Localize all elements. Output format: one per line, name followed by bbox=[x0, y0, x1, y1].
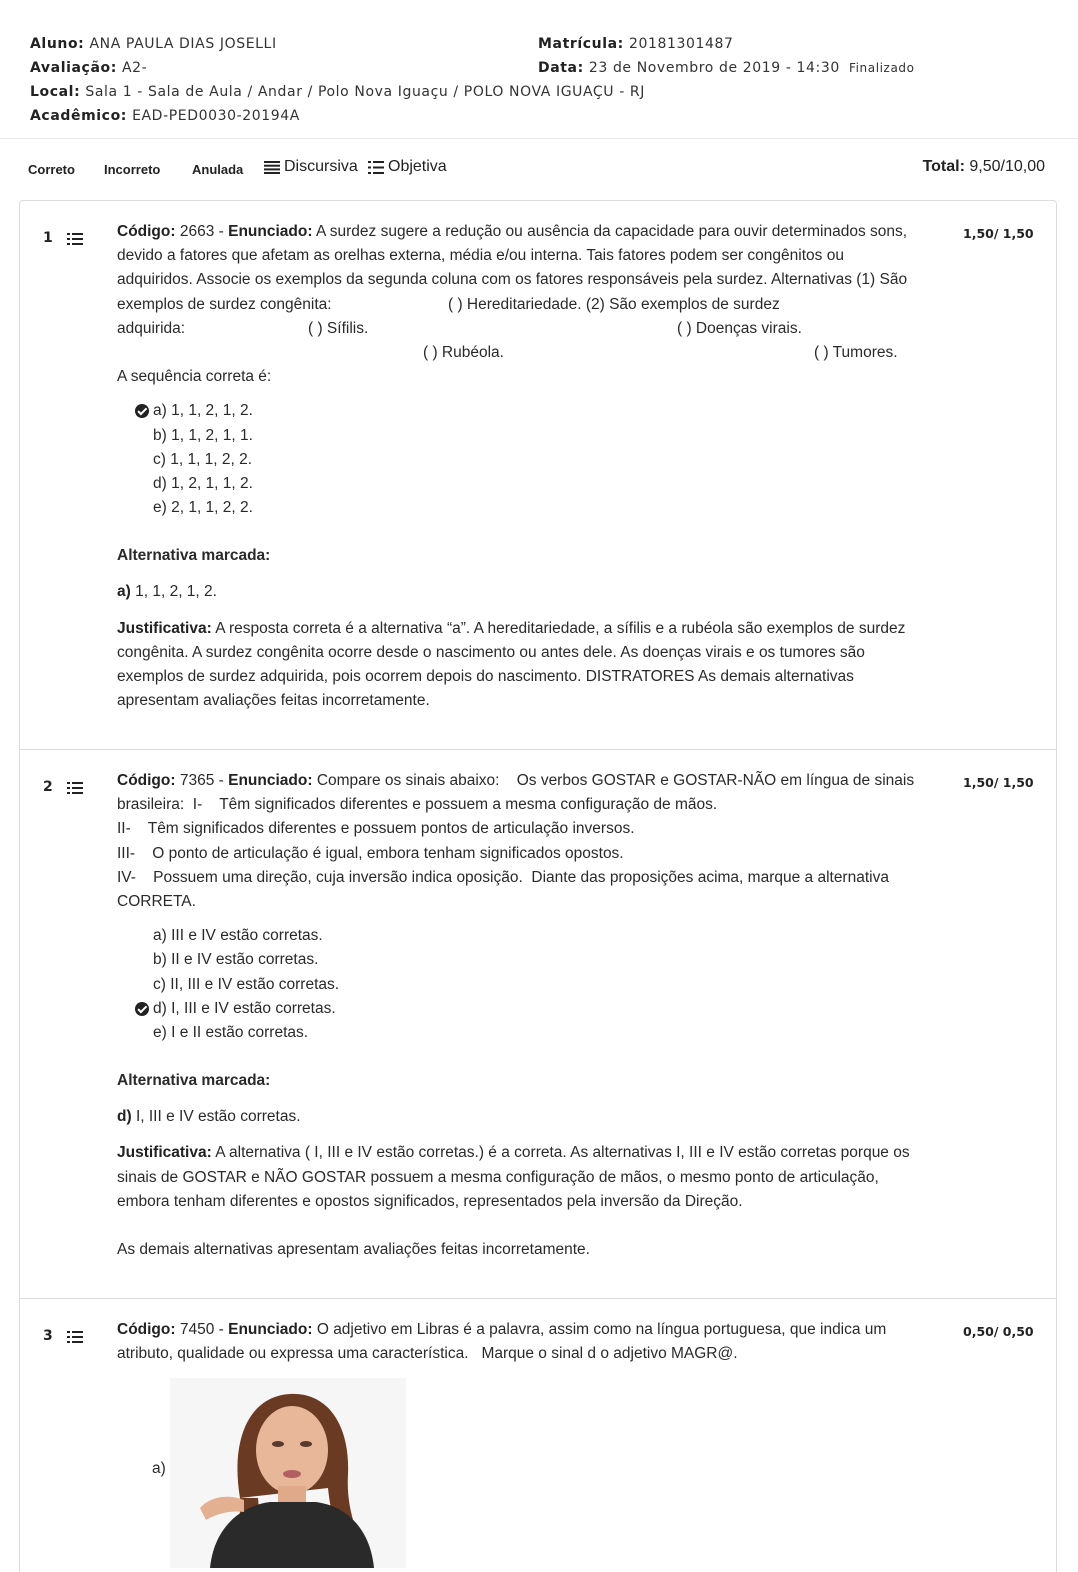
alternative-text: c) 1, 1, 1, 2, 2. bbox=[153, 450, 253, 468]
alternative-text: b) 1, 1, 2, 1, 1. bbox=[153, 426, 253, 444]
marked-label: Alternativa marcada: bbox=[117, 547, 271, 565]
legend-incorreto[interactable]: Incorreto bbox=[104, 162, 161, 177]
legend-anulada[interactable]: Anulada bbox=[192, 162, 244, 177]
enunciado-label: Enunciado: bbox=[228, 223, 313, 240]
statement-line: brasileira: I- Têm significados diferentes e possuem a mesma configuração de mãos. bbox=[117, 796, 718, 814]
justificativa-line: congênita. A surdez congênita ocorre desde o nascimento ou antes dele. As doenças virais e os tumores são bbox=[117, 643, 865, 661]
statement-line: ( ) Rubéola. bbox=[423, 343, 504, 361]
marked-text: I, III e IV estão corretas. bbox=[135, 1108, 301, 1126]
alternative-text: a) 1, 1, 2, 1, 2. bbox=[153, 402, 253, 420]
justificativa-line: exemplos de surdez adquirida, pois ocorrem depois do nascimento. DISTRATORES As demais alternativas bbox=[117, 668, 854, 685]
question-1-body: Código: 2663 - Enunciado: A surdez sugere a redução ou ausência da capacidade para ouvir determinados sons, devido a fatores que afetam as orelhas externa, média e/ou interna. Tais fatores podem ser congênitos ou adquiridos. Associe os exemplos da segunda coluna com os fatores responsáveis pela surdez. Alternativas (1) São exemplos de surdez congênita: ( ) Hereditariedade. (2) São exemplos de surdez adquirida: ( ) Sífilis. ( ) Doenças virais. ( ) Rubéola. ( ) Tumores. A sequência correta é: a) 1, 1, 2, 1, 2. b) 1, 1, 2, 1, 1. c) 1, 1, 1, 2, 2. d) 1, 2, 1, 1, 2. e) 2, 1, 1, 2, 2. Alternativa marcada: a) 1, 1, 2, 1, 2. Justificativa: A resposta correta é a alternativa “a”. A hereditariedade, a sífilis e a rubéola são exemplos de surdez congênita. A surdez congênita ocorre desde o nascimento ou antes dele. As doenças virais e os tumores são exemplos de surdez adquirida, pois ocorrem depois do nascimento. DISTRATORES As demais alternativas apresentam avaliações feitas incorretamente. bbox=[117, 220, 917, 713]
matricula bbox=[538, 32, 734, 56]
statement-line: CORRETA. bbox=[117, 892, 196, 910]
legend-objetiva[interactable] bbox=[368, 158, 447, 176]
check-circle-icon bbox=[135, 1002, 149, 1016]
statement-line: O adjetivo em Libras é a palavra, assim como na língua portuguesa, que indica um bbox=[316, 1321, 887, 1338]
justificativa-line: A alternativa ( I, III e IV estão corretas.) é a correta. As alternativas I, III e IV estão corretas porque os bbox=[215, 1144, 910, 1162]
question-score: 0,50/ 0,50 bbox=[963, 1324, 1034, 1339]
alternatives-list bbox=[117, 924, 917, 1045]
codigo-label: Código: bbox=[117, 772, 176, 789]
statement-line: II- Têm significados diferentes e possuem pontos de articulação inversos. bbox=[117, 820, 635, 838]
marked-text: 1, 1, 2, 1, 2. bbox=[135, 583, 217, 601]
statement-line: A surdez sugere a redução ou ausência da capacidade para ouvir determinados sons, bbox=[315, 223, 908, 240]
statement-line: adquiridos. Associe os exemplos da segunda coluna com os fatores responsáveis pela surdez. Alternativas (1) São bbox=[117, 271, 908, 289]
codigo-value: 2663 bbox=[179, 223, 215, 240]
local-value: Sala 1 - Sala de Aula / Andar / Polo Nova Iguaçu / POLO NOVA IGUAÇU - RJ bbox=[85, 84, 645, 100]
alternative-c bbox=[117, 973, 917, 997]
alternatives-list bbox=[117, 399, 917, 520]
alternative-e bbox=[117, 496, 917, 520]
list-icon bbox=[368, 161, 384, 174]
legend-discursiva-label: Discursiva bbox=[284, 158, 358, 175]
codigo-value: 7450 bbox=[179, 1321, 215, 1338]
justificativa-line: sinais de GOSTAR e NÃO GOSTAR possuem a mesma configuração de mãos, o mesmo ponto de articulação, bbox=[117, 1168, 879, 1186]
statement-line: ( ) Tumores. bbox=[814, 343, 898, 361]
question-3-body: Código: 7450 - Enunciado: O adjetivo em Libras é a palavra, assim como na língua portuguesa, que indica um atributo, qualidade ou expressa uma característica. Marque o sinal d o adjetivo MAGR@. bbox=[117, 1321, 887, 1363]
alternative-b bbox=[117, 424, 917, 448]
question-number: 2 bbox=[43, 779, 53, 795]
local-label: Local: bbox=[30, 84, 81, 100]
alternative-e bbox=[117, 1021, 917, 1045]
woman-signing-image bbox=[170, 1378, 406, 1568]
marked-label: Alternativa marcada: bbox=[117, 1072, 271, 1090]
alternative-text: a) III e IV estão corretas. bbox=[153, 927, 323, 945]
extra-note: As demais alternativas apresentam avaliações feitas incorretamente. bbox=[117, 1241, 590, 1258]
total-value: 9,50/10,00 bbox=[969, 158, 1045, 175]
statement-line: devido a fatores que afetam as orelhas externa, média e/ou interna. Tais fatores podem ser congênitos ou bbox=[117, 247, 844, 265]
alternative-text: b) II e IV estão corretas. bbox=[153, 951, 319, 969]
question-number: 1 bbox=[43, 230, 53, 246]
question-score: 1,50/ 1,50 bbox=[963, 226, 1034, 241]
codigo-label: Código: bbox=[117, 1321, 176, 1338]
justificativa-line: apresentam avaliações feitas incorretamente. bbox=[117, 692, 430, 710]
justificativa-line: A resposta correta é a alternativa “a”. A hereditariedade, a sífilis e a rubéola são exemplos de surdez bbox=[215, 619, 906, 637]
data-value: 23 de Novembro de 2019 - 14:30 bbox=[588, 60, 840, 76]
avaliacao-value: A2- bbox=[121, 60, 148, 76]
alternative-text: e) I e II estão corretas. bbox=[153, 1023, 309, 1041]
data-label: Data: bbox=[538, 60, 584, 76]
marked-letter: d) bbox=[117, 1108, 132, 1126]
alternative-d bbox=[117, 472, 917, 496]
header-row-3 bbox=[30, 80, 1050, 104]
statement-line: ( ) Sífilis. bbox=[308, 319, 369, 337]
question-divider bbox=[20, 749, 1056, 750]
legend-correto[interactable]: Correto bbox=[28, 162, 75, 177]
alternative-text: c) II, III e IV estão corretas. bbox=[153, 975, 340, 993]
marked-letter: a) bbox=[117, 583, 131, 601]
legend-bar bbox=[28, 158, 1048, 184]
header-row-1 bbox=[30, 32, 1050, 56]
status-badge: Finalizado bbox=[848, 61, 915, 75]
alternative-text: d) I, III e IV estão corretas. bbox=[153, 999, 336, 1017]
justificativa-label: Justificativa: bbox=[117, 1144, 212, 1162]
aluno-value: ANA PAULA DIAS JOSELLI bbox=[89, 36, 277, 52]
alternative-d bbox=[117, 997, 917, 1021]
statement-line: IV- Possuem uma direção, cuja inversão indica oposição. Diante das proposições acima, marque a alternativa bbox=[117, 868, 889, 886]
enunciado-label: Enunciado: bbox=[228, 772, 313, 789]
academico-label: Acadêmico: bbox=[30, 108, 127, 124]
statement-line: atributo, qualidade ou expressa uma característica. Marque o sinal d o adjetivo MAGR@. bbox=[117, 1345, 738, 1363]
figure-alternative-label: a) bbox=[152, 1460, 166, 1477]
header-row-4 bbox=[30, 104, 1050, 128]
alternative-text: d) 1, 2, 1, 1, 2. bbox=[153, 474, 253, 492]
check-circle-icon bbox=[135, 404, 149, 418]
codigo-label: Código: bbox=[117, 223, 176, 240]
total-label: Total: bbox=[922, 158, 965, 175]
alternative-a bbox=[117, 924, 917, 948]
alternative-c bbox=[117, 448, 917, 472]
data bbox=[538, 56, 915, 80]
question-divider bbox=[20, 1298, 1056, 1299]
matricula-label: Matrícula: bbox=[538, 36, 624, 52]
statement-line: ( ) Doenças virais. bbox=[677, 319, 802, 337]
statement-line: exemplos de surdez congênita: bbox=[117, 295, 332, 313]
objective-list-icon bbox=[67, 782, 83, 794]
statement-line: III- O ponto de articulação é igual, embora tenham significados opostos. bbox=[117, 844, 624, 862]
statement-line: Compare os sinais abaixo: Os verbos GOSTAR e GOSTAR-NÃO em língua de sinais bbox=[316, 772, 915, 789]
objective-list-icon bbox=[67, 233, 83, 245]
legend-objetiva-label: Objetiva bbox=[388, 158, 447, 175]
question-2-body: Código: 7365 - Enunciado: Compare os sinais abaixo: Os verbos GOSTAR e GOSTAR-NÃO em língua de sinais brasileira: I- Têm significados diferentes e possuem a mesma configuração de mãos. II- Têm significados diferentes e possuem pontos de articulação inversos. III- O ponto de articulação é igual, embora tenham significados opostos. IV- Possuem uma direção, cuja inversão indica oposição. Diante das proposições acima, marque a alternativa CORRETA. a) III e IV estão corretas. b) II e IV estão corretas. c) II, III e IV estão corretas. d) I, III e IV estão corretas. e) I e II estão corretas. Alternativa marcada: d) I, III e IV estão corretas. Justificativa: A alternativa ( I, III e IV estão corretas.) é a correta. As alternativas I, III e IV estão corretas porque os sinais de GOSTAR e NÃO GOSTAR possuem a mesma configuração de mãos, o mesmo ponto de articulação, embora tenham diferentes e opostos significados, representados pela inversão da Direção. As demais alternativas apresentam avaliações feitas incorretamente. bbox=[117, 769, 917, 1262]
aluno-label: Aluno: bbox=[30, 36, 85, 52]
matricula-value: 20181301487 bbox=[628, 36, 734, 52]
total-score bbox=[923, 158, 1045, 176]
avaliacao-label: Avaliação: bbox=[30, 60, 117, 76]
codigo-value: 7365 bbox=[179, 772, 215, 789]
enunciado-label: Enunciado: bbox=[228, 1321, 313, 1338]
header-row-2 bbox=[30, 56, 1050, 80]
statement-line: A sequência correta é: bbox=[117, 368, 272, 386]
exam-header bbox=[30, 32, 1050, 128]
sign-language-photo bbox=[170, 1378, 406, 1568]
academico-value: EAD-PED0030-20194A bbox=[132, 108, 300, 124]
header-divider bbox=[0, 138, 1078, 139]
statement-line: adquirida: bbox=[117, 319, 186, 337]
question-number: 3 bbox=[43, 1328, 53, 1344]
alternative-b bbox=[117, 948, 917, 972]
objective-list-icon bbox=[67, 1331, 83, 1343]
justificativa-label: Justificativa: bbox=[117, 619, 212, 637]
legend-discursiva[interactable] bbox=[264, 158, 358, 176]
align-justify-icon bbox=[264, 161, 280, 174]
justificativa-line: embora tenham diferentes e opostos significados, representados pela inversão da Direção. bbox=[117, 1192, 743, 1210]
statement-line: ( ) Hereditariedade. (2) São exemplos de surdez bbox=[448, 295, 780, 313]
alternative-a bbox=[117, 399, 917, 423]
alternative-text: e) 2, 1, 1, 2, 2. bbox=[153, 499, 253, 517]
question-score: 1,50/ 1,50 bbox=[963, 775, 1034, 790]
